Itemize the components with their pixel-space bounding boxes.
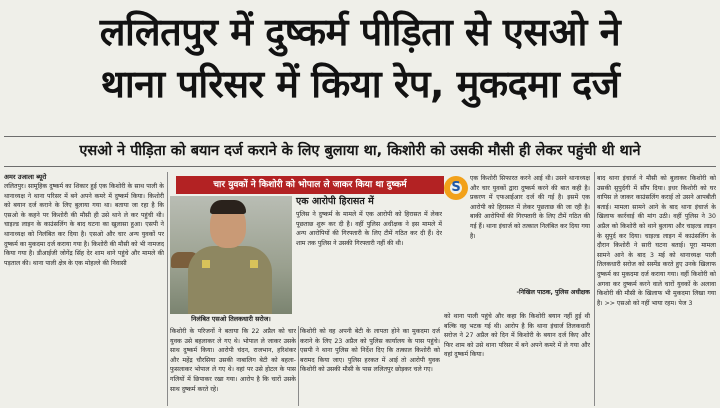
subheadline: एसओ ने पीड़िता को बयान दर्ज कराने के लिए बुलाया था, किशोरी को उसकी मौसी ही लेकर पहुंची थी थाने xyxy=(79,143,641,159)
article-column-4: को थाना पाली पहुंचे और कहा कि किशोरी बयान नहीं हुई थी बल्कि वह भटक गई थी। आरोप है कि थाना इंचार्ज तिलकधारी सरोज ने 27 अप्रैल को दिन में किशोरी के बयान दर्ज किए और फिर शाम को उसे थाना परिसर में बने अपने कमरे में ले गया और वहां दुष्कर्म किया। xyxy=(444,313,590,359)
badge-shape xyxy=(250,260,258,268)
photo-caption: निलंबित एसओ तिलकधारी सरोज। xyxy=(191,315,271,323)
article-column-2: किशोरी के परिजनों ने बताया कि 22 अप्रैल को चार युवक उसे बहलाकर ले गए थे। भोपाल ले जाकर उसके साथ दुष्कर्म किया। आरोपी चंदन, राजभान, हरिशंकर और महेंद्र चौरसिया उसकी नाबालिग बेटी को बहला-फुसलाकर भोपाल ले गए थे। वहां पर उसे होटल के पास गलियों में छिपाकर रखा गया। आरोप है कि चारों उसके साथ दुष्कर्म करते रहे। xyxy=(170,328,296,393)
article-column-5: बाद थाना इंचार्ज ने मौसी को बुलाकर किशोरी को उसकी सुपुर्दगी में सौंप दिया। इधर किशोरी को घर वापिस ले जाकर काउंसलिंग कराई तो उसने आपबीती बताई। मामला सामने आने के बाद थाना इंचार्ज के खिलाफ कार्रवाई की मांग उठी। वहीं पुलिस ने 30 अप्रैल को किशोरी को थाने बुलाया और चाइल्ड लाइन के सुपुर्द कर दिया। चाइल्ड लाइन में काउंसलिंग के दौरान किशोरी ने सारी घटना बताई। पूरा मामला सामने आने के बाद 3 मई को थानाध्यक्ष पाली तिलकधारी सरोज को सस्पेंड करते हुए उनके खिलाफ दुष्कर्म का मुकदमा दर्ज कराया गया। वहीं किशोरी को अगवा कर दुष्कर्म करने वाले चारों युवकों के अलावा किशोरी की मौसी के खिलाफ भी मुकदमा लिखा गया है। >> एसओ को नहीं भाया रहम। पेज 3 xyxy=(597,175,716,307)
sp-quote-signature: -निखिल पाठक, पुलिस अधीक्षक xyxy=(516,289,590,296)
sp-quote: एक किशोरी सिफारत करने आई थी। उसने थानाध्यक्ष और चार युवकों द्वारा दुष्कर्म करने की बात कही है। प्रकरण में एफआईआर दर्ज की गई है। इसमें एक आरोपी को हिरासत में लेकर पूछताछ की जा रही है। बाकी आरोपियों की गिरफ्तारी के लिए टीमें गठित की गई हैं। थाना इंचार्ज को तत्काल निलंबित कर दिया गया है। xyxy=(470,175,590,240)
headline-line-2: थाना परिसर में किया रेप, मुकदमा दर्ज xyxy=(100,62,620,106)
headline-line-1: ललितपुर में दुष्कर्म पीड़िता से एसओ ने xyxy=(99,10,621,54)
uniform-shape xyxy=(188,246,272,314)
divider-rule xyxy=(4,136,716,137)
red-headline-bar: चार युवकों ने किशोरी को भोपाल ले जाकर किया था दुष्कर्म xyxy=(176,176,444,194)
column-divider xyxy=(298,326,299,406)
box-title: एक आरोपी हिरासत में xyxy=(296,196,374,207)
column-divider xyxy=(167,172,168,406)
column-divider xyxy=(594,172,595,406)
box-body: पुलिस ने दुष्कर्म के मामले में एक आरोपी को हिरासत में लेकर पूछताछ शुरू कर दी है। वहीं पुलिस अधीक्षक ने इस मामले में अन्य आरोपियों की गिरफ्तारी के लिए टीमें गठित कर दी हैं। देर शाम तक पुलिस ने उसकी गिरफ्तारी नहीं की थी। xyxy=(296,211,442,247)
article-column-1: ललितपुर। सामूहिक दुष्कर्म का शिकार हुई एक किशोरी के साथ पाली के थानाध्यक्ष ने थाना परिसर में बने अपने कमरे में दुष्कर्म किया। किशोरी को बयान दर्ज कराने के लिए बुलाया गया था। बताया जा रहा है कि एसओ के कहने पर किशोरी की मौसी ही उसे थाने ले कर पहुंची थी। चाइल्ड लाइन के काउंसलिंग के बाद घटना का खुलासा हुआ। एसपी ने थानाध्यक्ष को निलंबित कर दिया है। एसओ और चार अन्य युवकों पर दुष्कर्म का मुकदमा दर्ज कराया गया है। किशोरी की मौसी को भी नामजद किया गया है। डीआईजी जोगेंद्र सिंह देर शाम थाने पहुंचे और मामले की पड़ताल की। थाना पाली क्षेत्र के एक मोहल्ले की निवासी xyxy=(4,183,164,267)
divider-rule xyxy=(4,166,716,167)
headline xyxy=(0,6,720,110)
officer-photo xyxy=(170,196,292,314)
badge-shape xyxy=(202,260,210,268)
newspaper-logo-icon: S xyxy=(444,176,468,200)
article-column-3: किशोरी को वह अपनी बेटी के लापता होने का मुकदमा दर्ज कराने के लिए 23 अप्रैल को पुलिस कार्यालय के पास पहुंचे। एसपी ने थाना पुलिस को निर्देश दिए कि तत्काल किशोरी को बरामद किया जाए। पुलिस हरकत में आई तो आरोपी युवक किशोरी को उसकी मौसी के पास ललितपुर छोड़कर चले गए। xyxy=(300,328,440,374)
hair-shape xyxy=(210,200,246,214)
byline: अमर उजाला ब्यूरो xyxy=(4,173,47,181)
